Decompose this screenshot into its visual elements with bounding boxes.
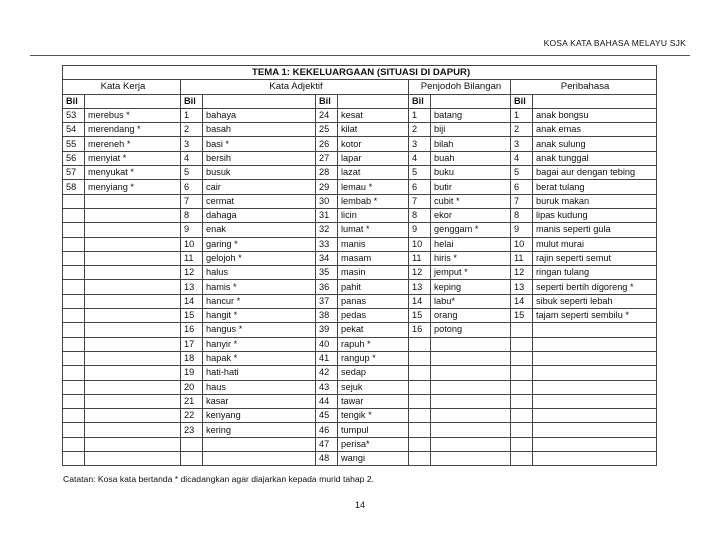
kata-adjektif-word: tumpul xyxy=(338,423,409,437)
table-row xyxy=(63,309,657,323)
kata-adjektif-word xyxy=(203,452,316,466)
kata-adjektif-number: 37 xyxy=(316,294,338,308)
peribahasa-number xyxy=(511,437,533,451)
kata-adjektif-word: halus xyxy=(203,266,316,280)
kata-adjektif-word: rangup * xyxy=(338,351,409,365)
blank-header xyxy=(203,94,316,108)
kata-adjektif-number: 23 xyxy=(181,423,203,437)
table-row xyxy=(63,380,657,394)
kata-kerja-number xyxy=(63,351,85,365)
kata-adjektif-word: masam xyxy=(338,251,409,265)
kata-kerja-word xyxy=(85,237,181,251)
vocabulary-body xyxy=(63,108,657,465)
kata-adjektif-number: 44 xyxy=(316,394,338,408)
kata-adjektif-word: hangus * xyxy=(203,323,316,337)
blank-header xyxy=(533,94,657,108)
peribahasa-word: rajin seperti semut xyxy=(533,251,657,265)
penjodoh-bilangan-number xyxy=(409,437,431,451)
kata-adjektif-word: masin xyxy=(338,266,409,280)
peribahasa-word: anak tunggal xyxy=(533,151,657,165)
penjodoh-bilangan-word: batang xyxy=(431,108,511,122)
penjodoh-bilangan-word: potong xyxy=(431,323,511,337)
kata-adjektif-number: 31 xyxy=(316,208,338,222)
vocabulary-table xyxy=(62,65,657,466)
blank-header xyxy=(338,94,409,108)
peribahasa-word xyxy=(533,423,657,437)
peribahasa-word xyxy=(533,437,657,451)
penjodoh-bilangan-word xyxy=(431,366,511,380)
penjodoh-bilangan-word: jemput * xyxy=(431,266,511,280)
kata-adjektif-word: lazat xyxy=(338,166,409,180)
bil-header: Bil xyxy=(181,94,203,108)
penjodoh-bilangan-number: 9 xyxy=(409,223,431,237)
peribahasa-number xyxy=(511,452,533,466)
kata-adjektif-word: hapak * xyxy=(203,351,316,365)
kata-adjektif-number: 12 xyxy=(181,266,203,280)
kata-kerja-word xyxy=(85,394,181,408)
peribahasa-word: berat tulang xyxy=(533,180,657,194)
kata-adjektif-number: 26 xyxy=(316,137,338,151)
table-row xyxy=(63,108,657,122)
kata-kerja-word: menyiang * xyxy=(85,180,181,194)
kata-kerja-number xyxy=(63,251,85,265)
penjodoh-bilangan-number: 12 xyxy=(409,266,431,280)
peribahasa-number: 7 xyxy=(511,194,533,208)
kata-adjektif-word: basi * xyxy=(203,137,316,151)
kata-kerja-number: 54 xyxy=(63,123,85,137)
kata-adjektif-word: sejuk xyxy=(338,380,409,394)
table-title: TEMA 1: KEKELUARGAAN (SITUASI DI DAPUR) xyxy=(63,66,657,80)
table-row xyxy=(63,251,657,265)
kata-adjektif-number: 39 xyxy=(316,323,338,337)
kata-adjektif-word: tengik * xyxy=(338,409,409,423)
kata-adjektif-word: gelojoh * xyxy=(203,251,316,265)
table-row xyxy=(63,151,657,165)
penjodoh-bilangan-word: hiris * xyxy=(431,251,511,265)
penjodoh-bilangan-word xyxy=(431,380,511,394)
peribahasa-number: 14 xyxy=(511,294,533,308)
kata-adjektif-number: 40 xyxy=(316,337,338,351)
penjodoh-bilangan-number: 8 xyxy=(409,208,431,222)
kata-adjektif-number: 36 xyxy=(316,280,338,294)
kata-adjektif-word: lembab * xyxy=(338,194,409,208)
penjodoh-bilangan-number xyxy=(409,366,431,380)
kata-adjektif-word: haus xyxy=(203,380,316,394)
penjodoh-bilangan-word: cubit * xyxy=(431,194,511,208)
kata-adjektif-number: 34 xyxy=(316,251,338,265)
peribahasa-word xyxy=(533,323,657,337)
peribahasa-number: 10 xyxy=(511,237,533,251)
kata-adjektif-number: 18 xyxy=(181,351,203,365)
penjodoh-bilangan-word: genggam * xyxy=(431,223,511,237)
penjodoh-bilangan-word: butir xyxy=(431,180,511,194)
kata-adjektif-word: bersih xyxy=(203,151,316,165)
peribahasa-number xyxy=(511,323,533,337)
kata-kerja-word xyxy=(85,251,181,265)
kata-kerja-word xyxy=(85,194,181,208)
category-penjodoh-bilangan: Penjodoh Bilangan xyxy=(409,80,511,94)
table-row xyxy=(63,366,657,380)
penjodoh-bilangan-number: 4 xyxy=(409,151,431,165)
peribahasa-word: manis seperti gula xyxy=(533,223,657,237)
penjodoh-bilangan-word xyxy=(431,394,511,408)
kata-kerja-number xyxy=(63,309,85,323)
kata-kerja-number xyxy=(63,194,85,208)
kata-adjektif-number: 38 xyxy=(316,309,338,323)
table-row xyxy=(63,437,657,451)
penjodoh-bilangan-word: bilah xyxy=(431,137,511,151)
kata-adjektif-word: lumat * xyxy=(338,223,409,237)
peribahasa-word: anak bongsu xyxy=(533,108,657,122)
peribahasa-number xyxy=(511,423,533,437)
kata-adjektif-word: kotor xyxy=(338,137,409,151)
category-kata-adjektif: Kata Adjektif xyxy=(181,80,409,94)
kata-adjektif-number: 42 xyxy=(316,366,338,380)
category-peribahasa: Peribahasa xyxy=(511,80,657,94)
kata-adjektif-number: 13 xyxy=(181,280,203,294)
penjodoh-bilangan-number: 7 xyxy=(409,194,431,208)
penjodoh-bilangan-number xyxy=(409,409,431,423)
penjodoh-bilangan-number: 13 xyxy=(409,280,431,294)
penjodoh-bilangan-word xyxy=(431,409,511,423)
penjodoh-bilangan-number: 5 xyxy=(409,166,431,180)
kata-kerja-word xyxy=(85,423,181,437)
kata-adjektif-number: 7 xyxy=(181,194,203,208)
bil-header: Bil xyxy=(511,94,533,108)
kata-adjektif-number: 30 xyxy=(316,194,338,208)
kata-adjektif-word xyxy=(203,437,316,451)
kata-adjektif-number: 27 xyxy=(316,151,338,165)
kata-adjektif-word: bahaya xyxy=(203,108,316,122)
kata-adjektif-number: 28 xyxy=(316,166,338,180)
kata-adjektif-number: 47 xyxy=(316,437,338,451)
peribahasa-word: anak sulung xyxy=(533,137,657,151)
kata-adjektif-word: pedas xyxy=(338,309,409,323)
kata-kerja-number: 55 xyxy=(63,137,85,151)
peribahasa-word: sibuk seperti lebah xyxy=(533,294,657,308)
kata-adjektif-word: dahaga xyxy=(203,208,316,222)
peribahasa-number: 3 xyxy=(511,137,533,151)
penjodoh-bilangan-word xyxy=(431,337,511,351)
kata-adjektif-number xyxy=(181,452,203,466)
penjodoh-bilangan-number xyxy=(409,394,431,408)
kata-adjektif-number: 33 xyxy=(316,237,338,251)
kata-kerja-word xyxy=(85,280,181,294)
penjodoh-bilangan-word: buku xyxy=(431,166,511,180)
kata-adjektif-number: 35 xyxy=(316,266,338,280)
kata-adjektif-number: 14 xyxy=(181,294,203,308)
kata-adjektif-number: 1 xyxy=(181,108,203,122)
peribahasa-number: 12 xyxy=(511,266,533,280)
kata-adjektif-word: tawar xyxy=(338,394,409,408)
kata-kerja-number xyxy=(63,380,85,394)
kata-adjektif-number: 9 xyxy=(181,223,203,237)
kata-kerja-word: merebus * xyxy=(85,108,181,122)
kata-adjektif-word: cermat xyxy=(203,194,316,208)
penjodoh-bilangan-number xyxy=(409,380,431,394)
peribahasa-number: 6 xyxy=(511,180,533,194)
peribahasa-number: 1 xyxy=(511,108,533,122)
kata-adjektif-number: 41 xyxy=(316,351,338,365)
penjodoh-bilangan-number xyxy=(409,423,431,437)
kata-adjektif-word: basah xyxy=(203,123,316,137)
peribahasa-word xyxy=(533,394,657,408)
penjodoh-bilangan-word xyxy=(431,351,511,365)
kata-kerja-number xyxy=(63,394,85,408)
table-row xyxy=(63,123,657,137)
kata-adjektif-word: wangi xyxy=(338,452,409,466)
kata-adjektif-number: 32 xyxy=(316,223,338,237)
bil-header: Bil xyxy=(63,94,85,108)
penjodoh-bilangan-word xyxy=(431,423,511,437)
kata-kerja-word xyxy=(85,223,181,237)
table-row xyxy=(63,208,657,222)
peribahasa-number xyxy=(511,366,533,380)
kata-adjektif-number: 29 xyxy=(316,180,338,194)
peribahasa-word: mulut murai xyxy=(533,237,657,251)
kata-adjektif-word: licin xyxy=(338,208,409,222)
kata-adjektif-number: 2 xyxy=(181,123,203,137)
peribahasa-number xyxy=(511,409,533,423)
kata-adjektif-number: 22 xyxy=(181,409,203,423)
kata-adjektif-word: busuk xyxy=(203,166,316,180)
kata-kerja-number xyxy=(63,337,85,351)
kata-adjektif-word: rapuh * xyxy=(338,337,409,351)
kata-kerja-word: menyiat * xyxy=(85,151,181,165)
kata-adjektif-number: 6 xyxy=(181,180,203,194)
kata-adjektif-number: 8 xyxy=(181,208,203,222)
kata-adjektif-word: kenyang xyxy=(203,409,316,423)
kata-adjektif-number: 46 xyxy=(316,423,338,437)
kata-adjektif-number: 4 xyxy=(181,151,203,165)
penjodoh-bilangan-word xyxy=(431,437,511,451)
category-kata-kerja: Kata Kerja xyxy=(63,80,181,94)
kata-kerja-word xyxy=(85,337,181,351)
kata-kerja-word xyxy=(85,309,181,323)
kata-adjektif-number: 48 xyxy=(316,452,338,466)
peribahasa-number: 13 xyxy=(511,280,533,294)
peribahasa-word: lipas kudung xyxy=(533,208,657,222)
kata-kerja-number xyxy=(63,437,85,451)
kata-kerja-number xyxy=(63,423,85,437)
peribahasa-word xyxy=(533,366,657,380)
table-row xyxy=(63,166,657,180)
table-row xyxy=(63,452,657,466)
table-row xyxy=(63,194,657,208)
kata-adjektif-number: 5 xyxy=(181,166,203,180)
kata-kerja-number xyxy=(63,409,85,423)
kata-adjektif-number: 16 xyxy=(181,323,203,337)
kata-adjektif-number: 21 xyxy=(181,394,203,408)
bil-header: Bil xyxy=(409,94,431,108)
kata-adjektif-number: 25 xyxy=(316,123,338,137)
kata-kerja-word xyxy=(85,323,181,337)
kata-kerja-word xyxy=(85,366,181,380)
kata-adjektif-number: 3 xyxy=(181,137,203,151)
kata-kerja-word xyxy=(85,437,181,451)
penjodoh-bilangan-word: labu* xyxy=(431,294,511,308)
kata-adjektif-word: hamis * xyxy=(203,280,316,294)
kata-kerja-number xyxy=(63,237,85,251)
peribahasa-word xyxy=(533,351,657,365)
penjodoh-bilangan-number: 11 xyxy=(409,251,431,265)
peribahasa-number: 9 xyxy=(511,223,533,237)
kata-kerja-number: 56 xyxy=(63,151,85,165)
penjodoh-bilangan-word: buah xyxy=(431,151,511,165)
peribahasa-word: buruk makan xyxy=(533,194,657,208)
peribahasa-number: 8 xyxy=(511,208,533,222)
kata-adjektif-word: hanyir * xyxy=(203,337,316,351)
peribahasa-word: ringan tulang xyxy=(533,266,657,280)
penjodoh-bilangan-number: 10 xyxy=(409,237,431,251)
table-row xyxy=(63,323,657,337)
table-row xyxy=(63,351,657,365)
kata-kerja-word xyxy=(85,409,181,423)
penjodoh-bilangan-word xyxy=(431,452,511,466)
penjodoh-bilangan-number xyxy=(409,452,431,466)
kata-adjektif-word: manis xyxy=(338,237,409,251)
table-row xyxy=(63,266,657,280)
kata-kerja-number: 57 xyxy=(63,166,85,180)
footnote: Catatan: Kosa kata bertanda * dicadangkan agar diajarkan kepada murid tahap 2. xyxy=(63,474,375,484)
kata-adjektif-number: 20 xyxy=(181,380,203,394)
kata-adjektif-word: pahit xyxy=(338,280,409,294)
peribahasa-number: 15 xyxy=(511,309,533,323)
peribahasa-word xyxy=(533,337,657,351)
kata-kerja-number xyxy=(63,452,85,466)
kata-adjektif-number: 24 xyxy=(316,108,338,122)
kata-adjektif-word: hati-hati xyxy=(203,366,316,380)
peribahasa-number xyxy=(511,380,533,394)
penjodoh-bilangan-number: 15 xyxy=(409,309,431,323)
kata-kerja-number xyxy=(63,208,85,222)
kata-adjektif-word: hancur * xyxy=(203,294,316,308)
kata-kerja-word xyxy=(85,452,181,466)
kata-kerja-number: 58 xyxy=(63,180,85,194)
table-row xyxy=(63,337,657,351)
bil-header: Bil xyxy=(316,94,338,108)
kata-kerja-number xyxy=(63,294,85,308)
penjodoh-bilangan-word: biji xyxy=(431,123,511,137)
kata-adjektif-word: cair xyxy=(203,180,316,194)
kata-adjektif-word: kilat xyxy=(338,123,409,137)
kata-kerja-word: mereneh * xyxy=(85,137,181,151)
peribahasa-word: anak emas xyxy=(533,123,657,137)
kata-kerja-word xyxy=(85,351,181,365)
kata-kerja-word xyxy=(85,294,181,308)
kata-kerja-number xyxy=(63,280,85,294)
blank-header xyxy=(85,94,181,108)
peribahasa-number: 4 xyxy=(511,151,533,165)
kata-kerja-number: 53 xyxy=(63,108,85,122)
blank-header xyxy=(431,94,511,108)
peribahasa-number xyxy=(511,337,533,351)
kata-adjektif-number: 11 xyxy=(181,251,203,265)
table-row xyxy=(63,180,657,194)
table-row xyxy=(63,423,657,437)
kata-kerja-word xyxy=(85,266,181,280)
peribahasa-number: 11 xyxy=(511,251,533,265)
kata-adjektif-word: garing * xyxy=(203,237,316,251)
kata-adjektif-number: 15 xyxy=(181,309,203,323)
penjodoh-bilangan-number xyxy=(409,337,431,351)
kata-adjektif-word: enak xyxy=(203,223,316,237)
peribahasa-word: tajam seperti sembilu * xyxy=(533,309,657,323)
kata-adjektif-number: 19 xyxy=(181,366,203,380)
penjodoh-bilangan-word: helai xyxy=(431,237,511,251)
kata-adjektif-word: sedap xyxy=(338,366,409,380)
header-divider xyxy=(30,55,690,56)
kata-kerja-word: menyukat * xyxy=(85,166,181,180)
kata-adjektif-number: 10 xyxy=(181,237,203,251)
kata-adjektif-word: kasar xyxy=(203,394,316,408)
kata-adjektif-number xyxy=(181,437,203,451)
kata-adjektif-word: kering xyxy=(203,423,316,437)
kata-kerja-word: merendang * xyxy=(85,123,181,137)
kata-kerja-word xyxy=(85,208,181,222)
peribahasa-number xyxy=(511,351,533,365)
kata-kerja-word xyxy=(85,380,181,394)
table-row xyxy=(63,223,657,237)
penjodoh-bilangan-word: ekor xyxy=(431,208,511,222)
kata-adjektif-number: 17 xyxy=(181,337,203,351)
kata-adjektif-number: 43 xyxy=(316,380,338,394)
page-number: 14 xyxy=(354,500,365,510)
kata-adjektif-word: pekat xyxy=(338,323,409,337)
peribahasa-number xyxy=(511,394,533,408)
kata-adjektif-word: lemau * xyxy=(338,180,409,194)
table-row xyxy=(63,394,657,408)
peribahasa-word: bagai aur dengan tebing xyxy=(533,166,657,180)
kata-kerja-number xyxy=(63,223,85,237)
peribahasa-word xyxy=(533,452,657,466)
kata-kerja-number xyxy=(63,323,85,337)
peribahasa-number: 5 xyxy=(511,166,533,180)
penjodoh-bilangan-word: keping xyxy=(431,280,511,294)
peribahasa-number: 2 xyxy=(511,123,533,137)
kata-adjektif-word: perisa* xyxy=(338,437,409,451)
table-row xyxy=(63,294,657,308)
table-row xyxy=(63,237,657,251)
kata-kerja-number xyxy=(63,266,85,280)
peribahasa-word xyxy=(533,380,657,394)
table-row xyxy=(63,137,657,151)
kata-adjektif-word: lapar xyxy=(338,151,409,165)
table-row xyxy=(63,409,657,423)
kata-adjektif-word: kesat xyxy=(338,108,409,122)
kata-adjektif-number: 45 xyxy=(316,409,338,423)
peribahasa-word xyxy=(533,409,657,423)
penjodoh-bilangan-number: 6 xyxy=(409,180,431,194)
table-row xyxy=(63,280,657,294)
kata-kerja-number xyxy=(63,366,85,380)
penjodoh-bilangan-word: orang xyxy=(431,309,511,323)
document-header: KOSA KATA BAHASA MELAYU SJK xyxy=(543,38,686,48)
penjodoh-bilangan-number: 16 xyxy=(409,323,431,337)
penjodoh-bilangan-number: 14 xyxy=(409,294,431,308)
kata-adjektif-word: hangit * xyxy=(203,309,316,323)
penjodoh-bilangan-number: 3 xyxy=(409,137,431,151)
peribahasa-word: seperti bertih digoreng * xyxy=(533,280,657,294)
kata-adjektif-word: panas xyxy=(338,294,409,308)
penjodoh-bilangan-number: 2 xyxy=(409,123,431,137)
penjodoh-bilangan-number xyxy=(409,351,431,365)
penjodoh-bilangan-number: 1 xyxy=(409,108,431,122)
